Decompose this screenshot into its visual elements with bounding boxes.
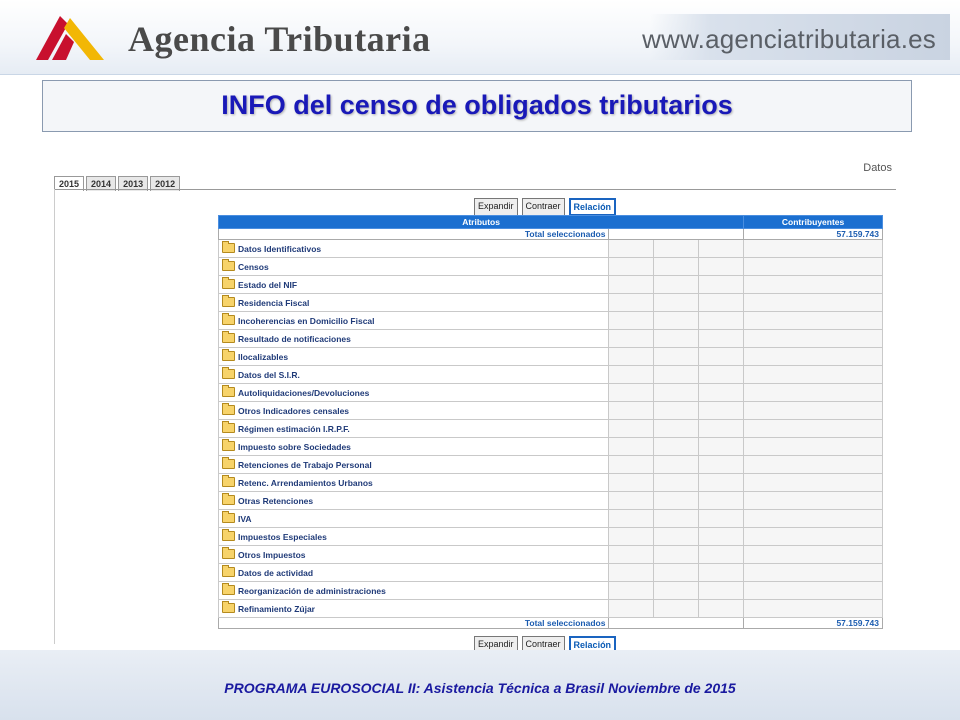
empty-cell (699, 510, 744, 528)
empty-cell (654, 330, 699, 348)
empty-cell (609, 474, 654, 492)
empty-cell (609, 546, 654, 564)
empty-cell (609, 312, 654, 330)
empty-cell (609, 510, 654, 528)
table-row[interactable] (219, 258, 883, 276)
attribute-cell[interactable] (219, 384, 609, 402)
table-row[interactable] (219, 240, 883, 258)
table-row[interactable] (219, 456, 883, 474)
col-header-attributes: Atributos (219, 216, 744, 229)
attribute-cell[interactable] (219, 438, 609, 456)
empty-cell (699, 492, 744, 510)
empty-cell (654, 258, 699, 276)
empty-cell (699, 402, 744, 420)
relation-button-bottom[interactable]: Relación (569, 636, 617, 654)
table-row[interactable] (219, 510, 883, 528)
empty-cell (654, 474, 699, 492)
folder-icon[interactable] (222, 243, 235, 253)
attribute-label: Refinamiento Zújar (238, 604, 315, 614)
attribute-cell[interactable] (219, 294, 609, 312)
empty-cell (654, 312, 699, 330)
attribute-label: Datos Identificativos (238, 244, 322, 254)
folder-icon[interactable] (222, 351, 235, 361)
empty-cell (654, 348, 699, 366)
total-row-top (219, 229, 883, 240)
footer-band (0, 650, 960, 720)
aeat-logo-icon (30, 10, 110, 66)
attribute-cell[interactable] (219, 564, 609, 582)
folder-icon[interactable] (222, 405, 235, 415)
empty-cell (654, 438, 699, 456)
attribute-label: Estado del NIF (238, 280, 298, 290)
empty-cell (654, 582, 699, 600)
taxpayers-cell (744, 312, 883, 330)
folder-icon[interactable] (222, 495, 235, 505)
empty-cell (609, 258, 654, 276)
attribute-label: Retenc. Arrendamientos Urbanos (238, 478, 373, 488)
attribute-cell[interactable] (219, 366, 609, 384)
taxpayers-cell (744, 240, 883, 258)
taxpayers-cell (744, 456, 883, 474)
empty-cell (699, 456, 744, 474)
attribute-cell[interactable] (219, 492, 609, 510)
empty-cell (699, 384, 744, 402)
empty-cell (699, 564, 744, 582)
taxpayers-cell (744, 510, 883, 528)
cut-off-label: Datos (863, 162, 892, 174)
folder-icon[interactable] (222, 585, 235, 595)
table-row[interactable] (219, 348, 883, 366)
empty-cell (699, 240, 744, 258)
empty-cell (654, 366, 699, 384)
empty-cell (654, 600, 699, 618)
folder-icon[interactable] (222, 261, 235, 271)
table-row[interactable] (219, 528, 883, 546)
empty-cell (609, 240, 654, 258)
taxpayers-cell (744, 474, 883, 492)
folder-icon[interactable] (222, 549, 235, 559)
taxpayers-cell (744, 330, 883, 348)
empty-cell (699, 546, 744, 564)
page-title: INFO del censo de obligados tributarios (221, 90, 733, 120)
empty-cell (609, 366, 654, 384)
footer-text: PROGRAMA EUROSOCIAL II: Asistencia Técnica a Brasil Noviembre de 2015 (224, 680, 736, 696)
attributes-table (218, 215, 883, 629)
attribute-label: Ilocalizables (238, 352, 289, 362)
expand-button-bottom[interactable]: Expandir (474, 636, 518, 654)
empty-cell (699, 294, 744, 312)
empty-cell (654, 420, 699, 438)
empty-cell (654, 384, 699, 402)
total-value-bottom: 57.159.743 (744, 618, 883, 629)
empty-cell (699, 474, 744, 492)
empty-cell (609, 348, 654, 366)
attribute-cell[interactable] (219, 420, 609, 438)
empty-cell (699, 276, 744, 294)
collapse-button[interactable]: Contraer (522, 198, 565, 216)
taxpayers-cell (744, 600, 883, 618)
empty-cell (699, 528, 744, 546)
attribute-cell[interactable] (219, 276, 609, 294)
title-box (42, 80, 912, 132)
attribute-cell[interactable] (219, 456, 609, 474)
attribute-cell[interactable] (219, 474, 609, 492)
collapse-button-bottom[interactable]: Contraer (522, 636, 565, 654)
empty-cell (609, 402, 654, 420)
empty-cell (654, 546, 699, 564)
folder-icon[interactable] (222, 369, 235, 379)
taxpayers-cell (744, 276, 883, 294)
table-header-row (219, 216, 883, 229)
taxpayers-cell (744, 438, 883, 456)
total-label-bottom: Total seleccionados (219, 618, 609, 629)
tab-year-2015[interactable]: 2015 (54, 176, 84, 191)
taxpayers-cell (744, 402, 883, 420)
table-row[interactable] (219, 564, 883, 582)
attribute-label: IVA (238, 514, 252, 524)
brand-name: Agencia Tributaria (128, 19, 431, 59)
empty-cell (699, 420, 744, 438)
tab-year-2013[interactable]: 2013 (118, 176, 148, 191)
total-row-bottom (219, 618, 883, 629)
table-row[interactable] (219, 582, 883, 600)
attribute-cell[interactable] (219, 546, 609, 564)
folder-icon[interactable] (222, 333, 235, 343)
folder-icon[interactable] (222, 315, 235, 325)
folder-icon[interactable] (222, 387, 235, 397)
taxpayers-cell (744, 528, 883, 546)
empty-cell (654, 492, 699, 510)
app-screenshot (50, 162, 896, 650)
empty-cell (654, 402, 699, 420)
attribute-label: Censos (238, 262, 269, 272)
table-row[interactable] (219, 438, 883, 456)
site-url-band (642, 14, 950, 60)
empty-cell (609, 420, 654, 438)
attribute-label: Impuestos Especiales (238, 532, 327, 542)
tab-year-2014[interactable]: 2014 (86, 176, 116, 191)
attribute-cell[interactable] (219, 348, 609, 366)
attribute-label: Datos del S.I.R. (238, 370, 300, 380)
taxpayers-cell (744, 294, 883, 312)
folder-icon[interactable] (222, 423, 235, 433)
folder-icon[interactable] (222, 459, 235, 469)
empty-cell (609, 600, 654, 618)
taxpayers-cell (744, 420, 883, 438)
attribute-cell[interactable] (219, 582, 609, 600)
attribute-cell[interactable] (219, 402, 609, 420)
attribute-label: Impuesto sobre Sociedades (238, 442, 351, 452)
empty-cell (609, 564, 654, 582)
empty-cell (699, 582, 744, 600)
taxpayers-cell (744, 582, 883, 600)
folder-icon[interactable] (222, 477, 235, 487)
empty-cell (699, 348, 744, 366)
empty-cell (699, 438, 744, 456)
empty-cell (609, 276, 654, 294)
table-row[interactable] (219, 474, 883, 492)
empty-cell (609, 438, 654, 456)
empty-cell (654, 276, 699, 294)
table-row[interactable] (219, 546, 883, 564)
empty-cell (699, 366, 744, 384)
attribute-cell[interactable] (219, 312, 609, 330)
taxpayers-cell (744, 546, 883, 564)
attribute-label: Otras Retenciones (238, 496, 314, 506)
attribute-cell[interactable] (219, 330, 609, 348)
attribute-label: Retenciones de Trabajo Personal (238, 460, 372, 470)
empty-cell (699, 600, 744, 618)
empty-cell (654, 294, 699, 312)
relation-button[interactable]: Relación (569, 198, 617, 216)
table-row[interactable] (219, 384, 883, 402)
empty-cell (609, 330, 654, 348)
table-row[interactable] (219, 294, 883, 312)
taxpayers-cell (744, 384, 883, 402)
attribute-label: Otros Impuestos (238, 550, 306, 560)
expand-button[interactable]: Expandir (474, 198, 518, 216)
empty-cell (609, 528, 654, 546)
folder-icon[interactable] (222, 531, 235, 541)
attribute-label: Régimen estimación I.R.P.F. (238, 424, 350, 434)
attribute-label: Reorganización de administraciones (238, 586, 386, 596)
empty-cell (609, 294, 654, 312)
attribute-cell[interactable] (219, 528, 609, 546)
folder-icon[interactable] (222, 513, 235, 523)
folder-icon[interactable] (222, 603, 235, 613)
taxpayers-cell (744, 258, 883, 276)
empty-cell (699, 330, 744, 348)
folder-icon[interactable] (222, 297, 235, 307)
table-row[interactable] (219, 600, 883, 618)
table-row[interactable] (219, 312, 883, 330)
attribute-label: Residencia Fiscal (238, 298, 310, 308)
taxpayers-cell (744, 348, 883, 366)
attribute-cell[interactable] (219, 510, 609, 528)
empty-cell (609, 492, 654, 510)
table-row[interactable] (219, 276, 883, 294)
col-header-taxpayers: Contribuyentes (744, 216, 883, 229)
attribute-cell[interactable] (219, 258, 609, 276)
folder-icon[interactable] (222, 279, 235, 289)
folder-icon[interactable] (222, 441, 235, 451)
empty-cell (654, 528, 699, 546)
empty-cell (654, 564, 699, 582)
attribute-label: Autoliquidaciones/Devoluciones (238, 388, 370, 398)
taxpayers-cell (744, 492, 883, 510)
table-row[interactable] (219, 492, 883, 510)
taxpayers-cell (744, 564, 883, 582)
empty-cell (654, 510, 699, 528)
empty-cell (699, 312, 744, 330)
attribute-label: Resultado de notificaciones (238, 334, 351, 344)
attribute-cell[interactable] (219, 240, 609, 258)
site-url: www.agenciatributaria.es (642, 24, 936, 54)
table-row[interactable] (219, 330, 883, 348)
table-row[interactable] (219, 420, 883, 438)
attribute-cell[interactable] (219, 600, 609, 618)
attribute-label: Incoherencias en Domicilio Fiscal (238, 316, 375, 326)
empty-cell (609, 456, 654, 474)
tab-year-2012[interactable]: 2012 (150, 176, 180, 191)
empty-cell (609, 384, 654, 402)
table-row[interactable] (219, 366, 883, 384)
folder-icon[interactable] (222, 567, 235, 577)
empty-cell (654, 456, 699, 474)
attribute-label: Otros Indicadores censales (238, 406, 350, 416)
total-label: Total seleccionados (219, 229, 609, 240)
tab-divider (54, 189, 896, 190)
total-value: 57.159.743 (744, 229, 883, 240)
taxpayers-cell (744, 366, 883, 384)
left-panel-border (54, 189, 55, 644)
action-buttons-top (474, 198, 616, 216)
attribute-label: Datos de actividad (238, 568, 314, 578)
empty-cell (609, 582, 654, 600)
header-band (0, 0, 960, 75)
empty-cell (699, 258, 744, 276)
table-row[interactable] (219, 402, 883, 420)
empty-cell (654, 240, 699, 258)
